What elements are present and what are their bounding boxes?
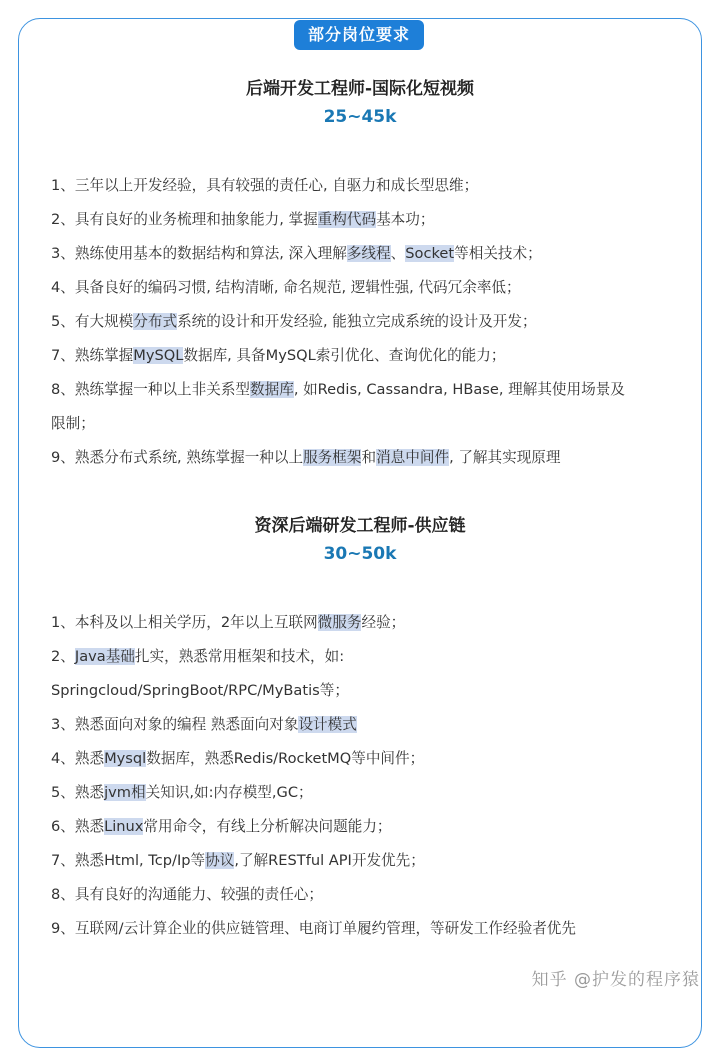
requirement-text: 9、熟悉分布式系统, 熟练掌握一种以上: [51, 449, 304, 466]
highlighted-keyword: 分布式: [133, 313, 178, 330]
requirement-text: Springcloud/SpringBoot/RPC/MyBatis等；: [51, 682, 349, 699]
watermark: 知乎 @护发的程序猿: [531, 970, 700, 990]
requirement-text: 经验；: [361, 614, 406, 631]
requirement-text: 7、熟悉Html, Tcp/Ip等: [51, 852, 206, 869]
requirement-line: [51, 169, 691, 203]
highlighted-keyword: 重构代码: [317, 211, 377, 228]
requirement-line: [51, 407, 691, 441]
requirement-text: 、: [390, 245, 406, 262]
highlighted-keyword: Socket: [405, 245, 455, 262]
requirement-line: [51, 305, 691, 339]
requirement-line: [51, 339, 691, 373]
requirement-line: [51, 844, 691, 878]
requirement-line: [51, 441, 691, 475]
requirement-line: [51, 810, 691, 844]
requirement-text: 1、三年以上开发经验，具有较强的责任心, 自驱力和成长型思维；: [51, 177, 479, 194]
requirement-text: 数据库, 具备MySQL索引优化、查询优化的能力；: [183, 347, 506, 364]
requirement-text: 4、熟悉: [51, 750, 105, 767]
highlighted-keyword: 数据库: [250, 381, 294, 398]
requirement-line: [51, 640, 691, 674]
highlighted-keyword: Mysql: [104, 750, 147, 767]
requirement-text: 9、互联网/云计算企业的供应链管理、电商订单履约管理，等研发工作经验者优先: [51, 920, 576, 937]
requirement-text: 关知识,如:内存模型,GC；: [145, 784, 313, 801]
requirement-text: 限制；: [51, 415, 95, 432]
requirement-text: 1、本科及以上相关学历，2年以上互联网: [51, 614, 318, 631]
requirement-line: [51, 237, 691, 271]
highlighted-keyword: Linux: [104, 818, 144, 835]
requirement-text: 基本功；: [376, 211, 435, 228]
requirement-line: [51, 912, 691, 946]
requirement-line: [51, 271, 691, 305]
requirement-line: [51, 742, 691, 776]
requirement-text: 常用命令，有线上分析解决问题能力；: [143, 818, 392, 835]
requirement-text: , 如Redis, Cassandra, HBase, 理解其使用场景及: [293, 381, 625, 398]
highlighted-keyword: MySQL: [133, 347, 184, 364]
salary-1: 25~45k: [323, 107, 397, 127]
requirement-text: 数据库，熟悉Redis/RocketMQ等中间件；: [146, 750, 425, 767]
requirement-text: 等相关技术；: [454, 245, 542, 262]
requirement-text: 3、熟练使用基本的数据结构和算法, 深入理解: [51, 245, 347, 262]
highlighted-keyword: 多线程: [346, 245, 391, 262]
highlighted-keyword: 设计模式: [298, 716, 357, 733]
requirement-text: , 了解其实现原理: [449, 449, 561, 466]
requirement-text: 6、熟悉: [51, 818, 105, 835]
requirement-text: ,了解RESTful API开发优先；: [234, 852, 425, 869]
requirement-line: [51, 878, 691, 912]
highlighted-keyword: jvm相: [104, 784, 146, 801]
highlighted-keyword: 协议: [205, 852, 235, 869]
job-title-1: 后端开发工程师-国际化短视频: [245, 79, 475, 99]
requirement-text: 扎实，熟悉常用框架和技术，如:: [134, 648, 345, 665]
requirement-text: 4、具备良好的编码习惯, 结构清晰, 命名规范, 逻辑性强, 代码冗余率低；: [51, 279, 521, 296]
requirement-text: 5、熟悉: [51, 784, 105, 801]
requirement-line: [51, 373, 691, 407]
job-title-2: 资深后端研发工程师-供应链: [254, 516, 466, 536]
requirement-text: 2、: [51, 648, 75, 665]
section-badge: 部分岗位要求: [294, 20, 424, 50]
requirement-text: 5、有大规模: [51, 313, 134, 330]
highlighted-keyword: Java基础: [74, 648, 135, 665]
requirement-line: [51, 708, 691, 742]
highlighted-keyword: 消息中间件: [376, 449, 450, 466]
requirement-text: 7、熟练掌握: [51, 347, 134, 364]
requirement-line: [51, 606, 691, 640]
requirement-text: 8、具有良好的沟通能力、较强的责任心；: [51, 886, 323, 903]
salary-2: 30~50k: [323, 544, 397, 564]
highlighted-keyword: 服务框架: [303, 449, 362, 466]
requirement-text: 2、具有良好的业务梳理和抽象能力, 掌握: [51, 211, 318, 228]
requirement-line: [51, 776, 691, 810]
requirement-line: [51, 674, 691, 708]
requirement-text: 8、熟练掌握一种以上非关系型: [51, 381, 251, 398]
requirement-text: 和: [361, 449, 377, 466]
requirement-text: 系统的设计和开发经验, 能独立完成系统的设计及开发；: [177, 313, 537, 330]
highlighted-keyword: 微服务: [317, 614, 362, 631]
requirement-line: [51, 203, 691, 237]
requirement-text: 3、熟悉面向对象的编程 熟悉面向对象: [51, 716, 299, 733]
